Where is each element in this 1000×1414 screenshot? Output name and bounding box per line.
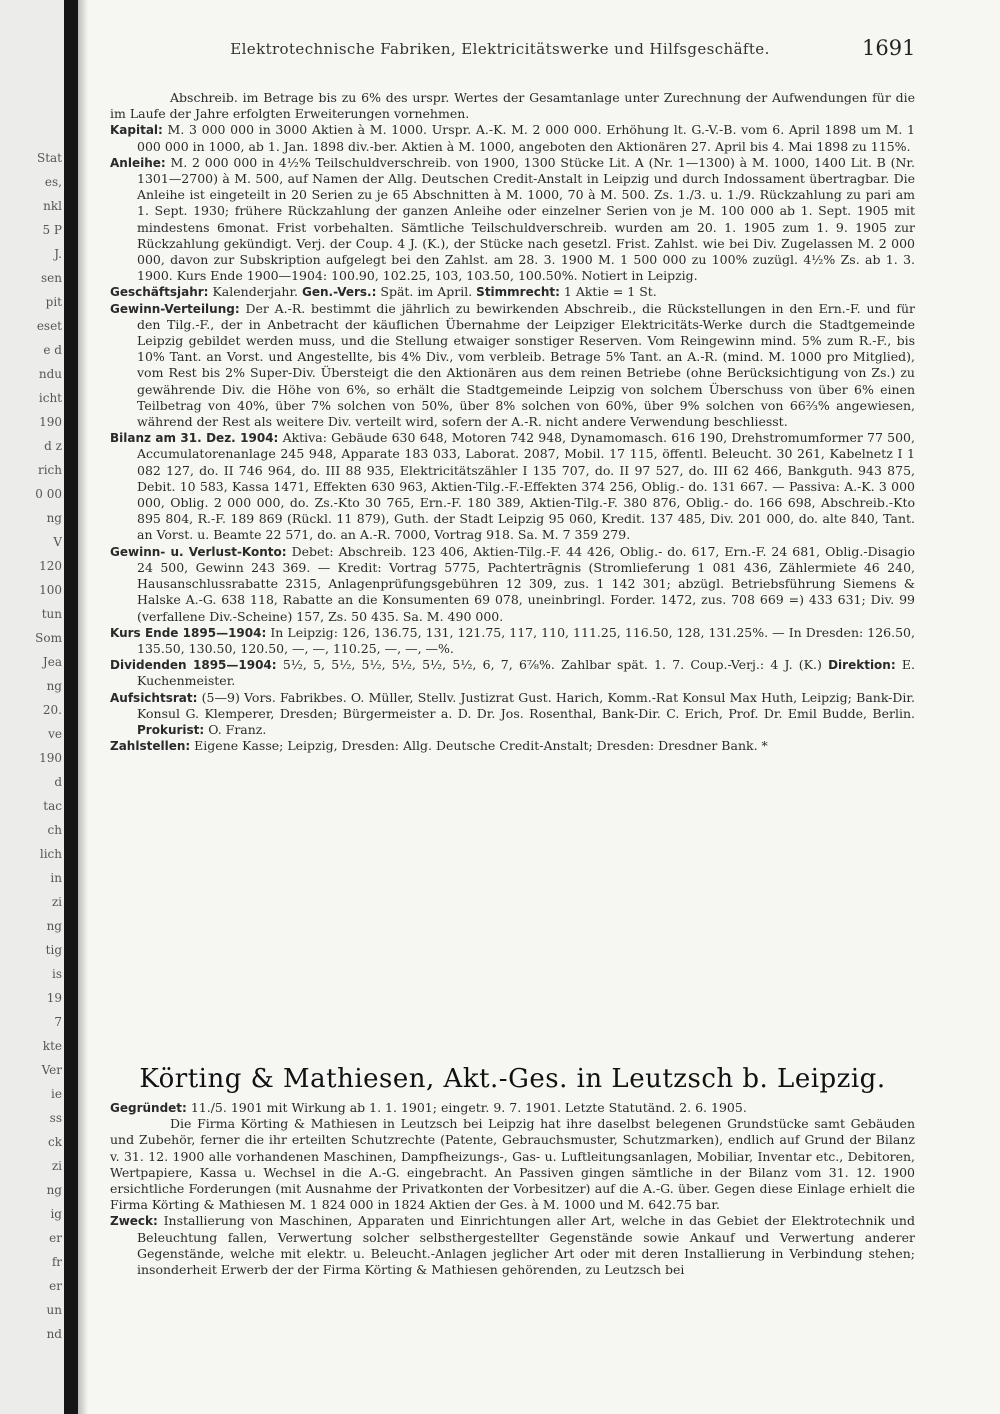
zahlstellen-label: Zahlstellen: (110, 739, 191, 754)
margin-fragment: V (53, 535, 62, 549)
margin-fragment: tun (41, 607, 62, 621)
margin-fragment: kte (42, 1039, 62, 1053)
stimmrecht-text: 1 Aktie = 1 St. (563, 284, 657, 300)
geschaeftsjahr-text: Kalenderjahr. (212, 284, 299, 300)
margin-fragment: Jea (42, 655, 62, 669)
margin-fragment: 120 (39, 559, 62, 573)
margin-fragment: 190 (39, 751, 62, 765)
margin-fragment: nkl (43, 199, 62, 213)
guv-paragraph (110, 544, 915, 625)
bilanz-paragraph (110, 430, 915, 543)
dividenden-text: 5½, 5, 5½, 5½, 5½, 5½, 5½, 6, 7, 6⅞%. Zahlbar spät. 1. 7. Coup.-Verj.: 4 J. (K.) (282, 657, 822, 673)
kapital-text: M. 3 000 000 in 3000 Aktien à M. 1000. Urspr. A.-K. M. 2 000 000. Erhöhung lt. G.-V.-B. vom 6. April 1898 um M. 1 000 000 in 1000, ab 1. Jan. 1898 div.-ber. Aktien à M. 1000, angeboten den Aktionären 27. April bis 4. Mai 1898 zu 115%. (137, 122, 915, 154)
genvers-label: Gen.-Vers.: (302, 285, 377, 300)
aufsichtsrat-label: Aufsichtsrat: (110, 690, 198, 705)
geschaeftsjahr-paragraph (110, 284, 915, 300)
margin-fragment: rich (37, 463, 62, 477)
margin-fragment: in (50, 871, 62, 885)
margin-fragment: un (46, 1303, 62, 1317)
margin-fragment: 100 (39, 583, 62, 597)
margin-fragment: fr (51, 1255, 62, 1269)
margin-fragment: ng (46, 1183, 62, 1197)
company-title: Körting & Mathiesen, Akt.-Ges. in Leutzsch b. Leipzig. (139, 1064, 886, 1094)
margin-fragment: tig (45, 943, 62, 957)
gewinn-verteilung-paragraph (110, 301, 915, 431)
margin-fragment: nd (46, 1327, 62, 1341)
margin-fragment: eset (36, 319, 62, 333)
direktion-label: Direktion: (828, 658, 896, 673)
gewinn-verteilung-text: Der A.-R. bestimmt die jährlich zu bewirkenden Abschreib., die Rückstellungen in den Ern.-F. und für den Tilg.-F., der in Anbetracht der käuflichen Übernahme der Leipziger Elektricitäts-Werke durch die Stadtgemeinde Leipzig gebildet werden muss, und die Stellung etwaiger sonstiger Reserven. Vom Reingewinn mind. 5% zum R.-F., bis 10% Tant. an Vorst. und Angestellte, bis 4% Div., vom verbleib. Betrage 5% Tant. an A.-R. (mind. M. 1000 pro Mitglied), vom Rest bis 2% Super-Div. Übersteigt die den Aktionären aus dem reinen Betriebe (ohne Berücksichtigung von Zs.) zu gewährende Div. die Höhe von 6%, so erhält die Stadtgemeinde Leipzig von solchem Überschuss von über 6% einen Teilbetrag von 40%, über 7% solchen von 50%, über 8% solchen von 60%, über 9% solchen von 66⅔% angewiesen, während der Rest als weitere Div. verteilt wird, sofern der A.-R. nicht andere Verwendung beschliesst. (137, 300, 915, 430)
margin-fragment: zi (51, 1159, 62, 1173)
einlage-paragraph: Die Firma Körting & Mathiesen in Leutzsch bei Leipzig hat ihre daselbst belegenen Grundstücke samt Gebäuden und Zubehör, ferner die ihr erteilten Schutzrechte (Patente, Gebrauchsmuster, Schutzmarken), endlich auf Grund der Bilanz v. 31. 12. 1900 alle vorhandenen Maschinen, Dampfheizungs-, Gas- u. Luftleitungsanlagen, Mobiliar, Inventar etc., Debitoren, Wertpapiere, Kassa u. Wechsel in die A.-G. eingebracht. An Passiven gingen sämtliche in der Bilanz vom 31. 12. 1900 ersichtliche Forderungen (mit Ausnahme der Privatkonten der Vorbesitzer) auf die A.-G. über. Gegen diese Einlage erhielt die Firma Körting & Mathiesen M. 1 824 000 in 1824 Aktien der Ges. à M. 1000 und M. 642.75 bar. (110, 1116, 915, 1213)
kapital-label: Kapital: (110, 123, 163, 138)
dividenden-paragraph (110, 657, 915, 689)
margin-fragment: ig (50, 1207, 62, 1221)
gewinn-verteilung-label: Gewinn-Verteilung: (110, 301, 240, 316)
margin-fragment: er (49, 1279, 62, 1293)
zweck-paragraph (110, 1213, 915, 1278)
margin-fragment: ng (46, 511, 62, 525)
margin-fragment: 0 00 (35, 487, 62, 501)
gegruendet-text: 11./5. 1901 mit Wirkung ab 1. 1. 1901; eingetr. 9. 7. 1901. Letzte Statutänd. 2. 6. 1905. (190, 1100, 747, 1115)
margin-fragment: zi (51, 895, 62, 909)
margin-fragment: es, (44, 175, 62, 189)
guv-text: Debet: Abschreib. 123 406, Aktien-Tilg.-F. 44 426, Oblig.- do. 617, Ern.-F. 24 681, Oblig.-Disagio 24 500, Gewinn 243 369. — Kredit: Vortrag 5775, Pachtertrāgnis (Stromlieferung 1 081 436, Zählermiete 46 240, Hausanschlussrabatte 2315, Anlagenprüfungsgebühren 12 309, zus. 1 142 301; abzügl. Betriebsführung Siemens & Halske A.-G. 638 118, Rabatte an die Konsumenten 69 078, uneinbringl. Forder. 1472, zus. 708 669 =) 433 631; Div. 99 (verfallene Div.-Scheine) 157, Zs. 50 435. Sa. M. 490 000. (137, 543, 915, 624)
margin-fragment: pit (45, 295, 62, 309)
page-number: 1691 (862, 36, 916, 60)
gegruendet-label: Gegründet: (110, 1101, 187, 1115)
margin-fragment: ng (46, 919, 62, 933)
entry-leipziger-elektricitaetswerke (110, 90, 915, 754)
binding-gutter (64, 0, 78, 1414)
running-head: Elektrotechnische Fabriken, Elektricitätswerke und Hilfsgeschäfte. (230, 40, 770, 58)
margin-fragment: ch (47, 823, 62, 837)
margin-fragment: 19 (46, 991, 62, 1005)
stimmrecht-label: Stimmrecht: (476, 285, 560, 300)
margin-fragment: ie (51, 1087, 62, 1101)
margin-fragment: icht (38, 391, 62, 405)
margin-fragment: 190 (39, 415, 62, 429)
zweck-label: Zweck: (110, 1214, 158, 1229)
margin-fragment: ng (46, 679, 62, 693)
zahlstellen-paragraph (110, 738, 915, 754)
zahlstellen-text: Eigene Kasse; Leipzig, Dresden: Allg. Deutsche Credit-Anstalt; Dresden: Dresdner Bank. * (194, 738, 768, 754)
kapital-paragraph (110, 122, 915, 154)
prokurist-text: O. Franz. (208, 721, 267, 737)
kurs-paragraph (110, 625, 915, 657)
margin-fragment: d (54, 775, 62, 789)
genvers-text: Spät. im April. (380, 284, 473, 300)
margin-fragment: J. (54, 247, 62, 261)
kurs-text: In Leipzig: 126, 136.75, 131, 121.75, 117, 110, 111.25, 116.50, 128, 131.25%. — In Dresden: 126.50, 135.50, 130.50, 120.50, —, —, 110.25, —, —, —%. (137, 624, 915, 656)
margin-fragment: ck (48, 1135, 62, 1149)
entry-koerting-mathiesen (110, 1100, 915, 1278)
margin-fragment: sen (41, 271, 62, 285)
bilanz-label: Bilanz am 31. Dez. 1904: (110, 431, 279, 446)
direktion-text: E. Kuchenmeister. (137, 657, 915, 689)
margin-fragment: Stat (36, 151, 62, 165)
geschaeftsjahr-label: Geschäftsjahr: (110, 285, 209, 300)
bilanz-text: Aktiva: Gebäude 630 648, Motoren 742 948, Dynamomasch. 616 190, Drehstromumformer 77 500, Accumulatorenanlage 245 948, Apparate 183 033, Laborat. 2087, Mobil. 17 115, öffentl. Beleucht. 30 261, Kabelnetz I 1 082 127, do. II 746 964, do. III 88 935, Elektricitätszähler I 135 707, do. II 97 527, do. III 62 466, Bankguth. 943 875, Debit. 10 583, Kassa 1471, Effekten 630 963, Aktien-Tilg.-F.-Effekten 374 256, Oblig.- do. 131 667. — Passiva: A.-K. 3 000 000, Oblig. 2 000 000, do. Zs.-Kto 30 765, Ern.-F. 180 389, Aktien-Tilg.-F. 380 876, Oblig.- do. 166 698, Abschreib.-Kto 895 804, R.-F. 189 869 (Rückl. 11 879), Guth. der Stadt Leipzig 95 060, Kredit. 137 485, Div. 201 000, do. alte 840, Tant. an Vorst. u. Beamte 22 571, do. an A.-R. 7000, Vortrag 918. Sa. M. 7 359 279. (137, 430, 915, 543)
margin-fragment: 20. (42, 703, 62, 717)
margin-fragment: 7 (54, 1015, 62, 1029)
guv-label: Gewinn- u. Verlust-Konto: (110, 544, 287, 559)
margin-fragment: er (49, 1231, 62, 1245)
anleihe-paragraph (110, 155, 915, 285)
margin-fragment: lich (39, 847, 62, 861)
margin-fragment: ss (49, 1111, 62, 1125)
margin-fragment: tac (43, 799, 62, 813)
margin-fragment: is (52, 967, 62, 981)
gegruendet-paragraph (110, 1100, 915, 1116)
gutter-shadow (78, 0, 88, 1414)
prokurist-label: Prokurist: (137, 722, 205, 737)
anleihe-label: Anleihe: (110, 155, 166, 170)
aufsichtsrat-paragraph (110, 690, 915, 739)
kurs-label: Kurs Ende 1895—1904: (110, 625, 267, 640)
margin-fragment: ve (48, 727, 62, 741)
dividenden-label: Dividenden 1895—1904: (110, 658, 277, 673)
margin-fragment: ndu (38, 367, 62, 381)
margin-fragment: Ver (41, 1063, 62, 1077)
margin-fragment: e d (43, 343, 62, 357)
zweck-text: Installierung von Maschinen, Apparaten und Einrichtungen aller Art, welche in das Gebiet der Elektrotechnik und Beleuchtung fallen, Verwertung solcher selbsthergestellter Gegenstände sowie Ankauf und Verwertung anderer Gegenstände, welche mit elektr. u. Beleucht.-Anlagen jeglicher Art oder mit deren Installierung in Verbindung stehen; insonderheit Erwerb der der Firma Körting & Mathiesen gehörenden, zu Leutzsch bei (137, 1213, 915, 1278)
margin-fragment: 5 P (42, 223, 62, 237)
margin-fragment: d z (44, 439, 62, 453)
anleihe-text: M. 2 000 000 in 4½% Teilschuldverschreib. von 1900, 1300 Stücke Lit. A (Nr. 1—1300) à M. 1000, 1400 Lit. B (Nr. 1301—2700) à M. 500, auf Namen der Allg. Deutschen Credit-Anstalt in Leipzig und durch Indossament übertragbar. Die Anleihe ist eingeteilt in 20 Serien zu je 65 Abschnitten à M. 1000, 70 à M. 500. Zs. 1./3. u. 1./9. Rückzahlung zu pari am 1. Sept. 1930; frühere Rückzahlung der ganzen Anleihe oder einzelner Serien von je M. 100 000 ab 1. Sept. 1905 mit mindestens 6monat. Frist vorbehalten. Sämtliche Teilschuldverschreib. wurden am 20. 1. 1905 zum 1. 9. 1905 zur Rückzahlung gekündigt. Verj. der Coup. 4 J. (K.), der Stücke nach gesetzl. Frist. Zahlst. wie bei Div. Zugelassen M. 2 000 000, davon zur Subskription aufgelegt bei den Zahlst. am 28. 3. 1900 M. 1 500 000 zu 100% zuzügl. 4½% Zs. ab 1. 3. 1900. Kurs Ende 1900—1904: 100.90, 102.25, 103, 103.50, 100.50%. Notiert in Leipzig. (137, 154, 915, 284)
aufsichtsrat-text: (5—9) Vors. Fabrikbes. O. Müller, Stellv. Justizrat Gust. Harich, Komm.-Rat Konsul Max Huth, Leipzig; Bank-Dir. Konsul G. Klemperer, Dresden; Bürgermeister a. D. Dr. Jos. Rosenthal, Bank-Dir. C. Erich, Prof. Dr. Emil Budde, Berlin. (137, 689, 915, 721)
margin-fragment: Som (35, 631, 62, 645)
abschreibung-paragraph: Abschreib. im Betrage bis zu 6% des urspr. Wertes der Gesamtanlage unter Zurechnung der Aufwendungen für die im Laufe der Jahre erfolgten Erweiterungen vornehmen. (110, 90, 915, 122)
